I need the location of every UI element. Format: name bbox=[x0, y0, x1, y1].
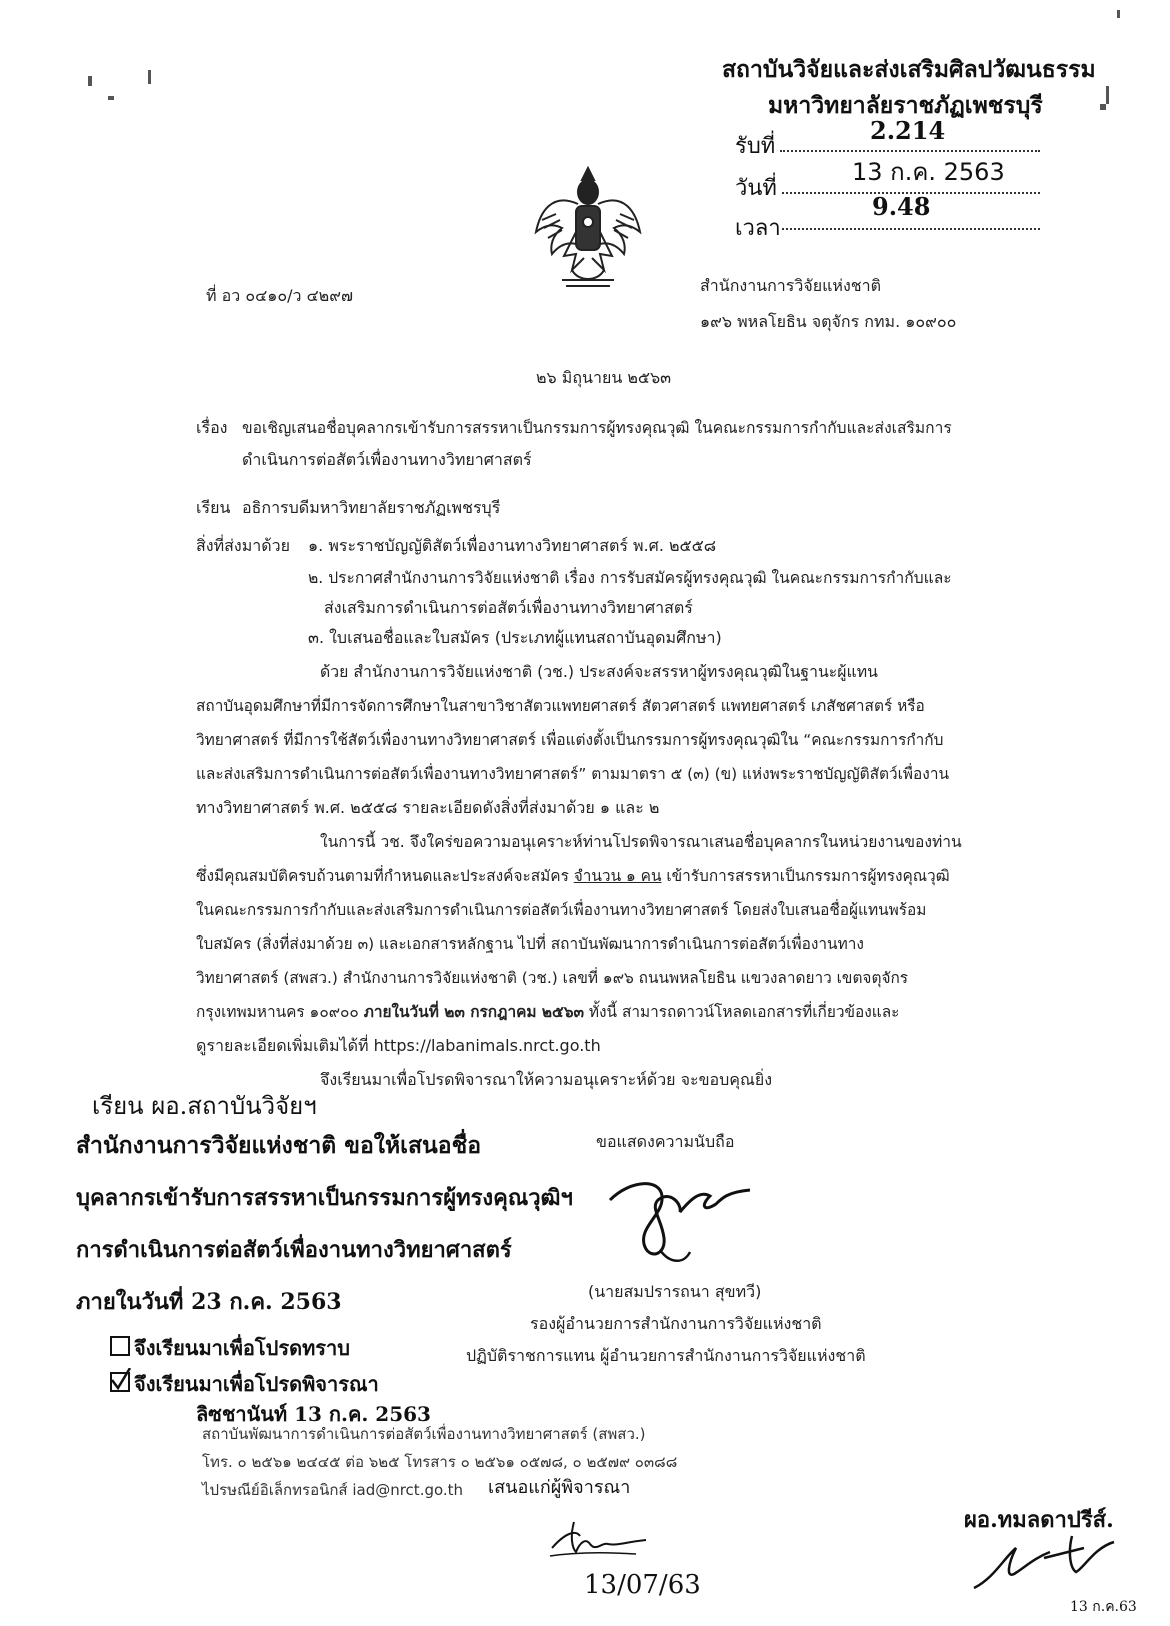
subject-line1: ขอเชิญเสนอชื่อบุคลากรเข้ารับการสรรหาเป็นกรรมการผู้ทรงคุณวุฒิ ในคณะกรรมการกำกับและส่งเสริมการ bbox=[242, 419, 952, 437]
para2-line2 bbox=[196, 860, 950, 892]
to-label: เรียน bbox=[196, 498, 231, 517]
para1-line4: และส่งเสริมการดำเนินการต่อสัตว์เพื่องานทางวิทยาศาสตร์” ตามมาตรา ๕ (๓) (ข) แห่งพระราชบัญญัติสัตว์เพื่องาน bbox=[196, 765, 949, 783]
subject-line2: ดำเนินการต่อสัตว์เพื่องานทางวิทยาศาสตร์ bbox=[242, 450, 532, 469]
para2-line6-a: กรุงเทพมหานคร ๑๐๙๐๐ bbox=[196, 1003, 364, 1021]
annotation-note-line1: สำนักงานการวิจัยแห่งชาติ ขอให้เสนอชื่อ bbox=[76, 1132, 482, 1159]
letter-date: ๒๖ มิถุนายน ๒๕๖๓ bbox=[536, 368, 672, 387]
annotation-note-line4: ภายในวันที่ 23 ก.ค. 2563 bbox=[76, 1289, 342, 1315]
scan-speck bbox=[108, 96, 114, 100]
annotation-note-line2: บุคลากรเข้ารับการสรรหาเป็นกรรมการผู้ทรงคุณวุฒิฯ bbox=[76, 1185, 573, 1211]
annotation-note-line3: การดำเนินการต่อสัตว์เพื่องานทางวิทยาศาสตร์ bbox=[76, 1237, 512, 1263]
acknowledge-checkbox[interactable] bbox=[110, 1336, 130, 1356]
right-handwritten-date: 13 ก.ค.63 bbox=[1070, 1599, 1137, 1615]
receive-date-value: 13 ก.ค. 2563 bbox=[852, 158, 1005, 186]
receive-no-value: 2.214 bbox=[870, 116, 946, 145]
signer-name: (นายสมปรารถนา สุขทวี) bbox=[588, 1282, 762, 1301]
right-signature-icon bbox=[964, 1528, 1134, 1598]
right-handwritten-note: ผอ.ทมลดาปรีส์. bbox=[964, 1507, 1114, 1533]
scan-speck bbox=[1106, 86, 1109, 104]
para2-line2-a: ซึ่งมีคุณสมบัติครบถ้วนตามที่กำหนดและประสงค์จะสมัคร bbox=[196, 867, 574, 885]
para1-line3: วิทยาศาสตร์ ที่มีการใช้สัตว์เพื่องานทางวิทยาศาสตร์ เพื่อแต่งตั้งเป็นกรรมการผู้ทรงคุณวุฒิใน “คณะกรรมการกำกับ bbox=[196, 731, 944, 749]
para2-line5: วิทยาศาสตร์ (สพสว.) สำนักงานการวิจัยแห่งชาติ (วช.) เลขที่ ๑๙๖ ถนนพหลโยธิน แขวงลาดยาว เขตจตุจักร bbox=[196, 969, 909, 987]
attachment-item-1: ๑. พระราชบัญญัติสัตว์เพื่องานทางวิทยาศาสตร์ พ.ศ. ๒๕๕๘ bbox=[308, 536, 717, 555]
para2-line4: ใบสมัคร (สิ่งที่ส่งมาด้วย ๓) และเอกสารหลักฐาน ไปที่ สถาบันพัฒนาการดำเนินการต่อสัตว์เพื่องานทาง bbox=[196, 935, 864, 953]
para2-line2-b: เข้ารับการสรรหาเป็นกรรมการผู้ทรงคุณวุฒิ bbox=[661, 867, 950, 885]
scan-speck bbox=[1100, 104, 1106, 110]
attachment-item-3: ๓. ใบเสนอชื่อและใบสมัคร (ประเภทผู้แทนสถาบันอุดมศึกษา) bbox=[308, 628, 722, 647]
para2-line3: ในคณะกรรมการกำกับและส่งเสริมการดำเนินการต่อสัตว์เพื่องานทางวิทยาศาสตร์ โดยส่งใบเสนอชื่อผู้แทนพร้อม bbox=[196, 901, 927, 919]
acknowledge-checkbox-label: จึงเรียนมาเพื่อโปรดทราบ bbox=[134, 1336, 350, 1360]
scan-speck bbox=[148, 70, 151, 84]
para2-deadline: ภายในวันที่ ๒๓ กรกฎาคม ๒๕๖๓ bbox=[363, 1003, 584, 1021]
footer-email: ไปรษณีย์อิเล็กทรอนิกส์ iad@nrct.go.th bbox=[202, 1481, 464, 1499]
para1-line5: ทางวิทยาศาสตร์ พ.ศ. ๒๕๕๘ รายละเอียดดังสิ่งที่ส่งมาด้วย ๑ และ ๒ bbox=[196, 798, 660, 817]
receive-time-line bbox=[782, 228, 1040, 230]
closing-text: จึงเรียนมาเพื่อโปรดพิจารณาให้ความอนุเคราะห์ด้วย จะขอบคุณยิ่ง bbox=[320, 1070, 773, 1089]
para1-line2: สถาบันอุดมศึกษาที่มีการจัดการศึกษาในสาขาวิชาสัตวแพทยศาสตร์ สัตวศาสตร์ แพทยศาสตร์ เภสัชศาสตร์ หรือ bbox=[196, 697, 925, 715]
signer-position2: ปฏิบัติราชการแทน ผู้อำนวยการสำนักงานการวิจัยแห่งชาติ bbox=[466, 1346, 866, 1365]
checkmark-icon bbox=[110, 1368, 132, 1390]
sender-name: สำนักงานการวิจัยแห่งชาติ bbox=[700, 276, 882, 295]
initials-scribble-icon bbox=[546, 1512, 666, 1562]
receive-time-label: เวลา bbox=[735, 216, 781, 241]
footer-department: สถาบันพัฒนาการดำเนินการต่อสัตว์เพื่องานทางวิทยาศาสตร์ (สพสว.) bbox=[202, 1425, 646, 1443]
scan-speck bbox=[1117, 10, 1120, 18]
signer-position1: รองผู้อำนวยการสำนักงานการวิจัยแห่งชาติ bbox=[530, 1314, 822, 1333]
scan-speck bbox=[88, 76, 92, 86]
consider-checkbox[interactable] bbox=[110, 1372, 130, 1392]
attachment-item-2-cont: ส่งเสริมการดำเนินการต่อสัตว์เพื่องานทางวิทยาศาสตร์ bbox=[324, 598, 693, 617]
attachments-label: สิ่งที่ส่งมาด้วย bbox=[196, 536, 290, 555]
para2-line7: ดูรายละเอียดเพิ่มเติมได้ที่ https://labanimals.nrct.go.th bbox=[196, 1036, 601, 1055]
receive-time-value: 9.48 bbox=[872, 192, 931, 221]
subject-label: เรื่อง bbox=[196, 418, 228, 437]
para2-line6-c: ทั้งนี้ สามารถดาวน์โหลดเอกสารที่เกี่ยวข้องและ bbox=[583, 1003, 900, 1021]
garuda-emblem-icon bbox=[532, 162, 644, 292]
handwritten-footer-note: เสนอแก่ผู้พิจารณา bbox=[488, 1477, 631, 1498]
receive-no-label: รับที่ bbox=[735, 134, 776, 159]
attachment-item-2: ๒. ประกาศสำนักงานการวิจัยแห่งชาติ เรื่อง การรับสมัครผู้ทรงคุณวุฒิ ในคณะกรรมการกำกับและ bbox=[308, 569, 952, 587]
letter-ref-no: ที่ อว ๐๔๑๐/ว ๔๒๙๗ bbox=[206, 286, 353, 305]
para2-line2-underlined: จำนวน ๑ คน bbox=[573, 867, 662, 885]
to-value: อธิการบดีมหาวิทยาลัยราชภัฏเพชรบุรี bbox=[242, 498, 501, 517]
consider-checkbox-label: จึงเรียนมาเพื่อโปรดพิจารณา bbox=[134, 1372, 379, 1396]
handwritten-date-bottom: 13/07/63 bbox=[584, 1570, 701, 1600]
footer-telephone: โทร. ๐ ๒๕๖๑ ๒๔๔๕ ต่อ ๖๒๕ โทรสาร ๐ ๒๕๖๑ ๐๕๗๘, ๐ ๒๕๗๙ ๐๓๘๘ bbox=[202, 1453, 678, 1471]
clerk-stamp-line: ลิซชานันท์ 13 ก.ค. 2563 bbox=[196, 1402, 431, 1426]
signature-graphic-icon bbox=[600, 1160, 760, 1270]
annotation-to-line: เรียน ผอ.สถาบันวิจัยฯ bbox=[92, 1092, 317, 1120]
sender-address: ๑๙๖ พหลโยธิน จตุจักร กทม. ๑๐๙๐๐ bbox=[700, 312, 957, 331]
para1-line1: ด้วย สำนักงานการวิจัยแห่งชาติ (วช.) ประสงค์จะสรรหาผู้ทรงคุณวุฒิในฐานะผู้แทน bbox=[320, 662, 878, 681]
para2-line6 bbox=[196, 996, 899, 1028]
receive-stamp-org-line1: สถาบันวิจัยและส่งเสริมศิลปวัฒนธรรม bbox=[722, 57, 1096, 83]
receive-stamp-org-line2: มหาวิทยาลัยราชภัฏเพชรบุรี bbox=[768, 93, 1043, 119]
regards-text: ขอแสดงความนับถือ bbox=[596, 1132, 735, 1151]
para2-line1: ในการนี้ วช. จึงใคร่ขอความอนุเคราะห์ท่านโปรดพิจารณาเสนอชื่อบุคลากรในหน่วยงานของท่าน bbox=[320, 833, 962, 851]
receive-date-label: วันที่ bbox=[735, 176, 777, 201]
